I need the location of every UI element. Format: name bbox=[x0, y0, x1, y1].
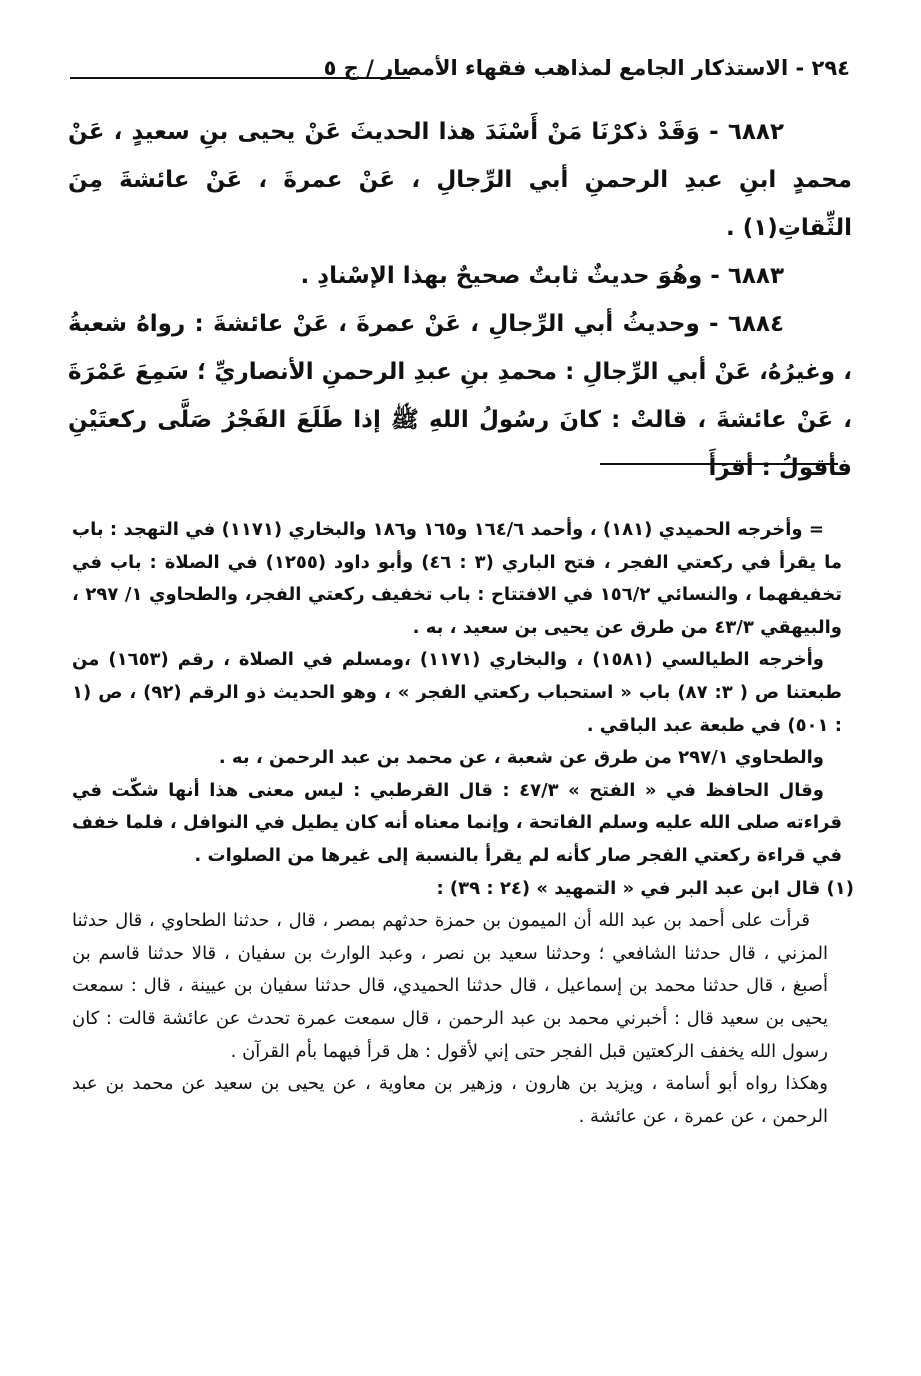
footnote-1-quote: وهكذا رواه أبو أسامة ، ويزيد بن هارون ، وزهير بن معاوية ، عن يحيى بن سعيد عن محمد بن عبد الرحمن ، عن عمرة ، عن عائشة . bbox=[72, 1073, 828, 1127]
paragraph-6882: ٦٨٨٢ - وَقَدْ ذكرْنَا مَنْ أَسْنَدَ هذا الحديثَ عَنْ يحيى بنِ سعيدٍ ، عَنْ محمدٍ ابنِ عبدِ الرحمنِ أبي الرِّجالِ ، عَنْ عمرةَ ، عَنْ عائشةَ مِنَ الثِّقاتِ(١) . bbox=[68, 119, 852, 241]
footnote-1-quote: قرأت على أحمد بن عبد الله أن الميمون بن حمزة حدثهم بمصر ، قال ، حدثنا الطحاوي ، قال حدثنا المزني ، قال حدثنا الشافعي ؛ وحدثنا سعيد بن نصر ، وعبد الوارث بن سفيان ، قالا حدثنا قاسم بن أصبغ ، قال حدثنا محمد بن إسماعيل ، قال حدثنا الحميدي، قال حدثنا سفيان بن عيينة ، قال : سمعت يحيى بن سعيد قال : أخبرني محمد بن عبد الرحمن ، قال سمعت عمرة تحدث عن عائشة قالت : كان رسول الله يخفف الركعتين قبل الفجر حتى إني لأقول : هل قرأ فيهما بأم القرآن . bbox=[72, 910, 828, 1062]
footnote-separator bbox=[600, 463, 838, 465]
paragraph-6883: ٦٨٨٣ - وهُوَ حديثٌ ثابتٌ صحيحٌ بهذا الإسْنادِ . bbox=[300, 263, 784, 289]
paragraph-6884: ٦٨٨٤ - وحديثُ أبي الرِّجالِ ، عَنْ عمرةَ ، عَنْ عائشةَ : رواهُ شعبةُ ، وغيرُهُ، عَنْ أبي الرِّجالِ : محمدِ بنِ عبدِ الرحمنِ الأنصاريِّ ؛ سَمِعَ عَمْرَةَ ، عَنْ عائشةَ ، قالتْ : كانَ رسُولُ اللهِ ﷺ إذا طَلَعَ الفَجْرُ صَلَّى ركعتَيْنِ فأقولُ : أقرَأَ bbox=[68, 311, 852, 481]
footnote-paragraph: وأخرجه الطيالسي (١٥٨١) ، والبخاري (١١٧١) ،ومسلم في الصلاة ، رقم (١٦٥٣) من طبعتنا ص ( ٣: ٨٧) باب « استحباب ركعتي الفجر » ، وهو الحديث ذو الرقم (٩٢) ، ص (١ : ٥٠١) في طبعة عبد الباقي . bbox=[72, 649, 843, 736]
footnote-paragraph: والطحاوي ٢٩٧/١ من طرق عن شعبة ، عن محمد بن عبد الرحمن ، به . bbox=[218, 747, 824, 769]
header-rule bbox=[70, 77, 410, 79]
footnote-paragraph: وقال الحافظ في « الفتح » ٤٧/٣ : قال القرطبي : ليس معنى هذا أنها شكّت في قراءته صلى الله عليه وسلم الفاتحة ، وإنما معناه أنه كان يطيل في النوافل ، فلما خفف في قراءة ركعتي الفجر صار كأنه لم يقرأ بالنسبة إلى غيرها من الصلوات . bbox=[72, 779, 842, 866]
running-head-text: ٢٩٤ - الاستذكار الجامع لمذاهب فقهاء الأمصار / ج ٥ bbox=[323, 56, 850, 80]
footnote-1-heading: (١) قال ابن عبد البر في « التمهيد » (٢٤ : ٣٩) : bbox=[436, 877, 854, 899]
footnotes bbox=[72, 514, 854, 1133]
footnote-continuation: = وأخرجه الحميدي (١٨١) ، وأحمد ١٦٤/٦ و١٦٥ و١٨٦ والبخاري (١١٧١) في التهجد : باب ما يقرأ في ركعتي الفجر ، فتح الباري (٣ : ٤٦) وأبو داود (١٢٥٥) في الصلاة : باب في تخفيفهما ، والنسائي ١٥٦/٢ في الافتتاح : باب تخفيف ركعتي الفجر، والطحاوي ١/ ٢٩٧ ، والبيهقي ٤٣/٣ من طرق عن يحيى بن سعيد ، به . bbox=[72, 519, 842, 638]
running-head bbox=[70, 48, 850, 88]
main-text bbox=[68, 108, 852, 492]
